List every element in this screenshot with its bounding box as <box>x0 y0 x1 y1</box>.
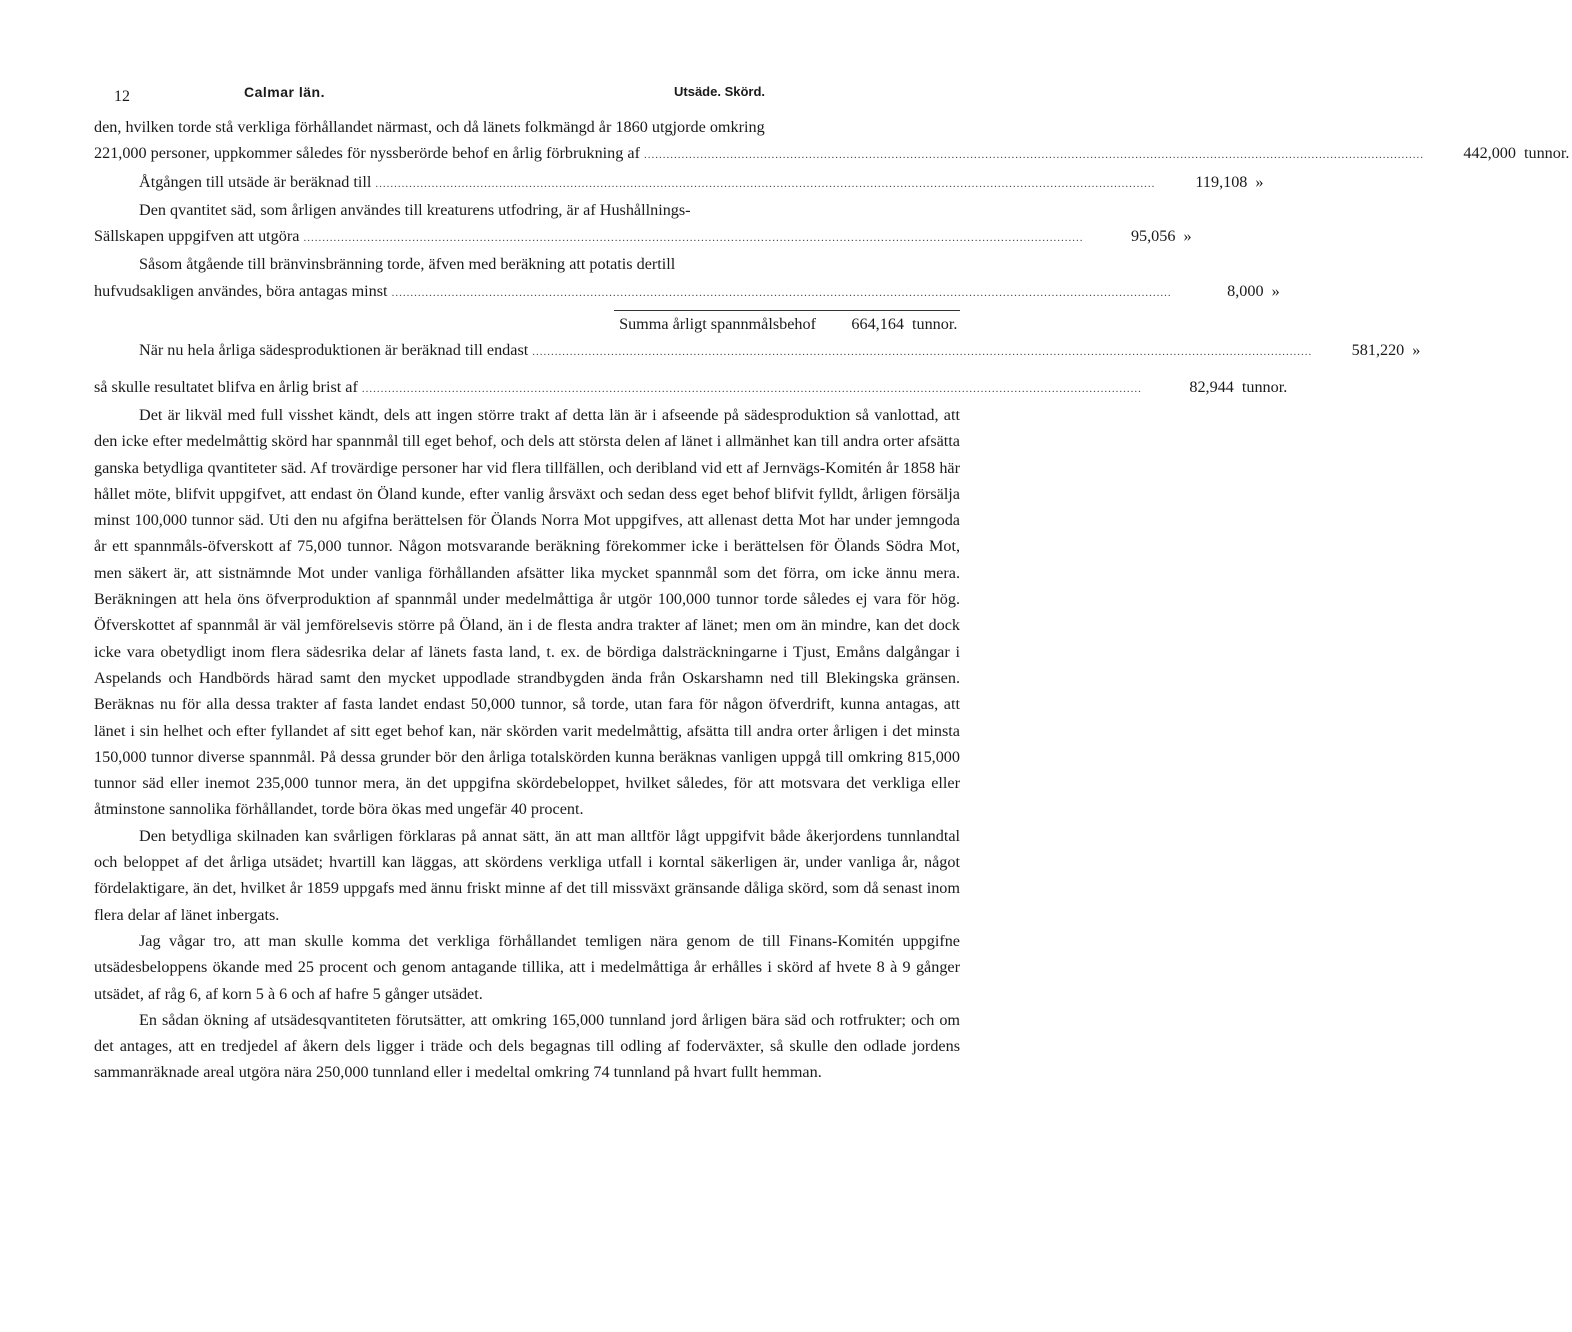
deficit-value: 82,944 <box>1189 377 1234 396</box>
row-unit: » <box>1255 172 1264 191</box>
row-value: 442,000 <box>1463 144 1516 163</box>
paragraph: Jag vågar tro, att man skulle komma det verkliga förhållandet temligen nära genom de till Finans-Komitén uppgifne utsädesbeloppens ökande med 25 procent och genom antagande tillika, att i medelmåttiga år erhålles i skörd af hvete 8 à 9 gånger utsädet, af råg 6, af korn 5 à 6 och af hafre 5 gånger utsädet. <box>94 931 960 1003</box>
leader-dots <box>375 171 1155 197</box>
leader-dots <box>392 280 1172 306</box>
row-value: 119,108 <box>1195 172 1248 191</box>
production-unit: » <box>1412 341 1421 360</box>
document-page <box>94 78 1570 1086</box>
row-unit: » <box>1271 281 1280 300</box>
production-label: När nu hela årliga sädesproduktionen är beräknad till endast <box>139 341 529 360</box>
leader-dots <box>644 142 1424 168</box>
sum-value: 664,164 <box>851 315 904 334</box>
page-body <box>94 114 1570 1086</box>
paragraph: Den betydliga skilnaden kan svårligen förklaras på annat sätt, än att man alltför lågt uppgifvit både åkerjordens tunnlandtal och beloppet af det årliga utsädet; hvartill kan läggas, att skördens verkliga utfall i korntal säkerligen är, under vanliga år, något fördelaktigare, än det, hvilket år 1859 uppgafs med ännu friskt minne af det till missväxt gränsande dåliga skörd, som då senast inom flera delar af länet inbergats. <box>94 826 960 924</box>
production-value: 581,220 <box>1351 341 1405 360</box>
row-value: 8,000 <box>1227 281 1264 300</box>
row-label: Sällskapen uppgifven att utgöra <box>94 227 300 246</box>
paragraph: En sådan ökning af utsädesqvantiteten förutsätter, att omkring 165,000 tunnland jord årligen bära säd och rotfrukter; och om det antages, att en tredjedel af åkern dels ligger i träde och dels begagnas till odling af foderväxter, så skulle den odlade jordens sammanräknade areal utgöra nära 250,000 tunnland eller i medeltal omkring 74 tunnland på hvart fullt hemman. <box>94 1010 960 1082</box>
row-value: 95,056 <box>1130 227 1176 246</box>
table-row <box>94 223 1192 251</box>
paragraph: Det är likväl med full visshet kändt, dels att ingen större trakt af detta län är i afseende på sädesproduktion så vanlottad, att den icke efter medelmåttig skörd har spannmål till eget behof, och dels att största delen af länet i allmänhet kan till andra orter afsätta ganska betydliga qvantiteter säd. Af trovärdige personer har vid flera tillfällen, och deribland vid ett af Jernvägs-Komitén år 1858 här hållet möte, blifvit uppgifvet, att endast ön Öland kunde, efter vanlig årsväxt och sedan dess eget behof blifvit fylldt, årligen försälja minst 100,000 tunnor säd. Uti den nu afgifna berättelsen för Ölands Norra Mot uppgifves, att allenast detta Mot har under jemngoda år ett spannmåls-öfverskott af 75,000 tunnor. Någon motsvarande beräkning förekommer icke i berättelsen för Ölands Södra Mot, men säkert är, att sistnämnde Mot under vanliga förhållanden afsätter lika mycket spannmål som det förra, om icke ännu mera. Beräkningen att hela öns öfverproduktion af spannmål under medelmåttiga år utgör 100,000 tunnor torde således ej vara för hög. Öfverskottet af spannmål är väl jemförelsevis större på Öland, än i de flesta andra trakter af länet; men om än mindre, kan det dock icke vara obetydligt inom flera sädesrika delar af länets fasta land, t. ex. de bördiga dalsträckningarne i Tjust, Emåns dalgångar i Aspelands och Handbörds härad samt den mycket uppodlade strandbygden ända från Oskarshamn ned till Blekingska gränsen. Beräknas nu för alla dessa trakter af fasta landet endast 50,000 tunnor, så torde, utan fara för någon öfverdrift, kunna antagas, att länet i sin helhet och efter fyllandet af sitt eget behof kan, när skörden varit medelmåttig, afsätta till andra orter årligen i det minsta 150,000 tunnor diverse spannmål. På dessa grunder bör den årliga totalskörden kunna beräknas vanligen uppgå till omkring 815,000 tunnor säd eller inemot 235,000 tunnor mera, än det uppgifna skördebeloppet, hvilket således, för att motsvara det verkliga eller åtminstone sannolika förhållandet, torde böra ökas med ungefär 40 procent. <box>94 405 960 819</box>
running-section: Utsäde. Skörd. <box>674 84 766 99</box>
row-label-continued: Såsom åtgående till bränvinsbränning torde, äfven med beräkning att potatis dertill <box>139 255 676 274</box>
sum-unit: tunnor. <box>912 315 958 334</box>
row-label: Åtgången till utsäde är beräknad till <box>139 172 372 191</box>
sum-row <box>94 311 960 337</box>
running-title: Calmar län. <box>244 84 325 100</box>
leader-dots <box>362 376 1142 402</box>
sum-label: Summa årligt spannmålsbehof <box>619 315 816 334</box>
table-row <box>94 278 1280 306</box>
deficit-label: så skulle resultatet blifva en årlig brist af <box>94 377 358 396</box>
deficit-unit: tunnor. <box>1241 377 1288 396</box>
row-unit: » <box>1183 227 1192 246</box>
row-label: hufvudsakligen användes, böra antagas minst <box>94 281 388 300</box>
production-row <box>94 337 1421 365</box>
deficit-row <box>94 374 1288 402</box>
table-intro: den, hvilken torde stå verkliga förhållandet närmast, och då länets folkmängd år 1860 utgjorde omkring <box>94 118 765 136</box>
page-header <box>94 78 960 114</box>
leader-dots <box>303 225 1083 251</box>
leader-dots <box>532 339 1312 365</box>
table-row <box>94 169 1264 197</box>
row-unit: tunnor. <box>1523 144 1570 163</box>
table-row <box>94 140 1570 168</box>
row-label: 221,000 personer, uppkommer således för nyssberörde behof en årlig förbrukning af <box>94 144 640 163</box>
page-number: 12 <box>114 88 130 105</box>
row-label-continued: Den qvantitet säd, som årligen användes till kreaturens utfodring, är af Hushållnings- <box>139 200 691 219</box>
